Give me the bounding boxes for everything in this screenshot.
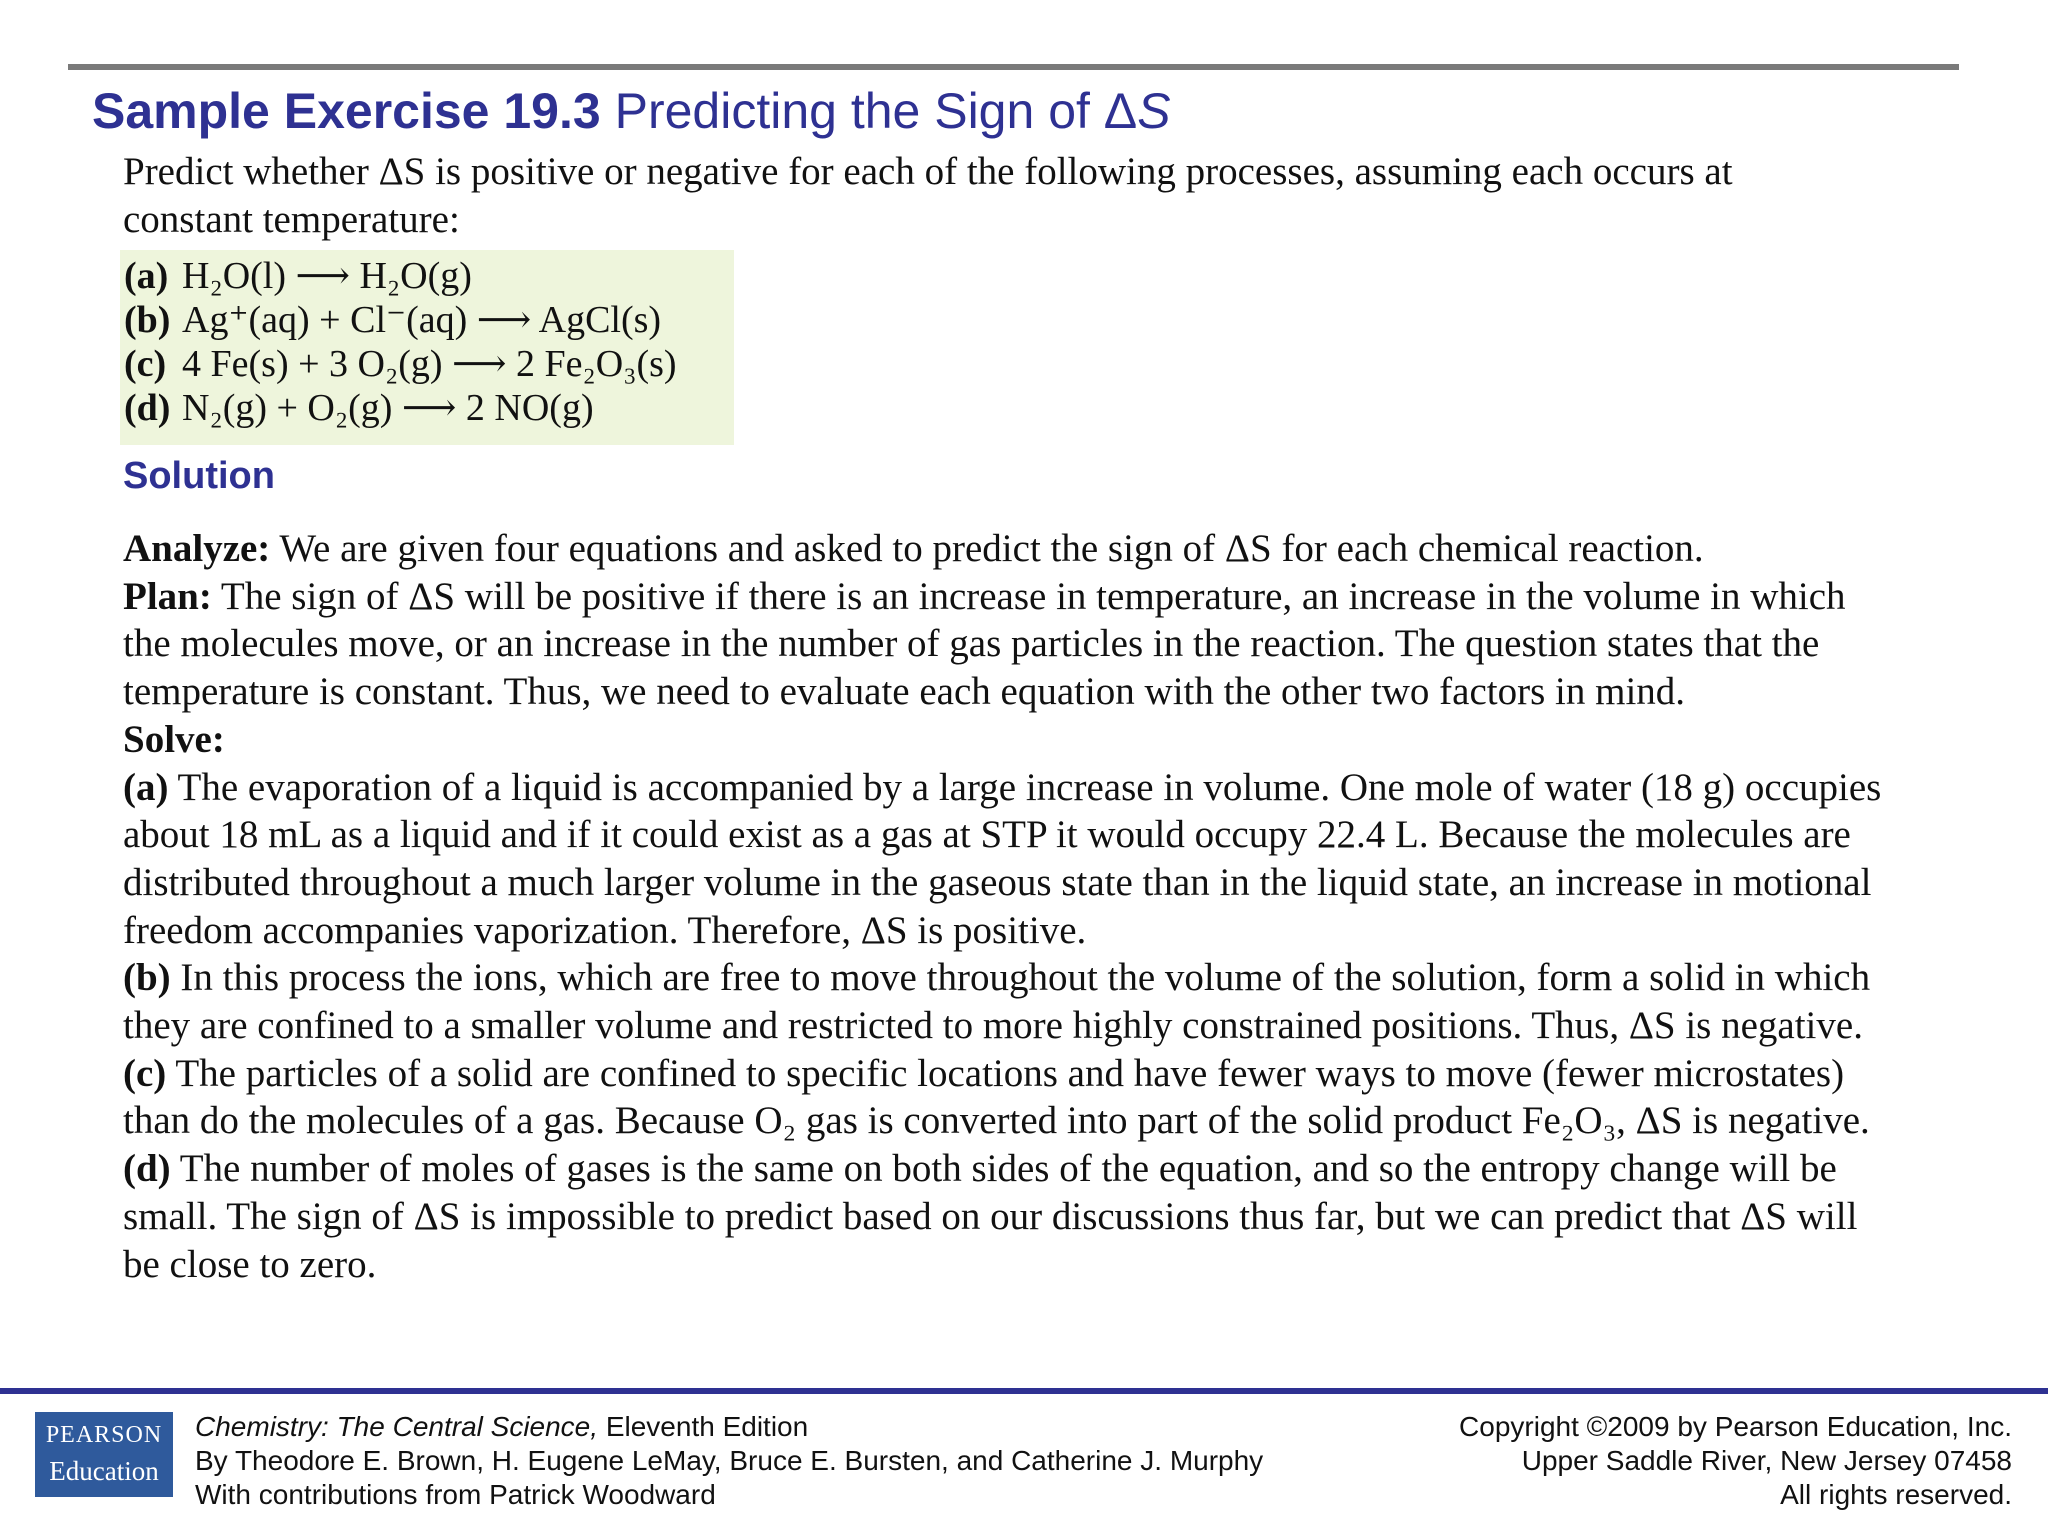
exercise-prompt: [123, 148, 1883, 244]
analyze-paragraph: [123, 525, 1883, 573]
solve-c-text: The particles of a solid are confined to specific locations and have fewer ways to move (fewer microstates) than do the molecules of a gas. Because O₂ gas is converted into part of the solid product Fe₂O₃, ΔS is negative.: [123, 1051, 1870, 1143]
solve-a-label: (a): [123, 765, 169, 809]
equation-a: [124, 254, 734, 298]
solve-c-paragraph: [123, 1050, 1883, 1145]
footer-rights: All rights reserved.: [1780, 1479, 2012, 1510]
title-symbol: S: [1137, 83, 1171, 139]
equation-c: [124, 342, 734, 386]
equation-b-text: Ag⁺(aq) + Cl⁻(aq) ⟶ AgCl(s): [182, 299, 662, 341]
equations-box: [120, 250, 734, 445]
solution-body: [123, 525, 1883, 1288]
analyze-text: We are given four equations and asked to predict the sign of ΔS for each chemical reaction.: [279, 527, 1704, 570]
solve-d-label: (d): [123, 1147, 171, 1191]
solve-label: Solve:: [123, 717, 225, 761]
solution-heading: Solution: [123, 455, 275, 497]
footer-book-title: Chemistry: The Central Science,: [195, 1411, 599, 1442]
logo-pearson-text: PEARSON: [45, 1422, 163, 1448]
equation-b: [124, 298, 734, 342]
logo-education-text: Education: [49, 1456, 159, 1486]
top-rule: [68, 64, 1959, 70]
solve-d-paragraph: [123, 1145, 1883, 1288]
plan-paragraph: [123, 573, 1883, 716]
solve-c-label: (c): [123, 1051, 167, 1095]
title-rest: Predicting the Sign of Δ: [600, 83, 1138, 139]
footer-contributions: With contributions from Patrick Woodward: [195, 1479, 716, 1510]
footer-citation: [195, 1410, 1263, 1512]
footer-edition: Eleventh Edition: [598, 1411, 809, 1442]
solve-b-label: (b): [123, 956, 171, 1000]
analyze-label: Analyze:: [123, 527, 271, 570]
equation-d: [124, 386, 734, 430]
equation-d-label: (d): [124, 387, 171, 429]
prompt-line-1: Predict whether ΔS is positive or negative for each of the following processes, assuming each occurs at: [123, 150, 1733, 193]
solve-b-text: In this process the ions, which are free to move throughout the volume of the solution, form a solid in which they are confined to a smaller volume and restricted to more highly constrained positions. Thus, ΔS is negative.: [123, 956, 1871, 1048]
footer-book-line: [195, 1410, 1263, 1444]
prompt-line-2: constant temperature:: [123, 198, 460, 241]
equation-d-text: N₂(g) + O₂(g) ⟶ 2 NO(g): [182, 387, 594, 429]
equation-c-text: 4 Fe(s) + 3 O₂(g) ⟶ 2 Fe₂O₃(s): [182, 343, 677, 385]
plan-text: The sign of ΔS will be positive if there is an increase in temperature, an increase in the volume in which the molecules move, or an increase in the number of gas particles in the reaction. The question states that the temperature is constant. Thus, we need to evaluate each equation with the other two factors in mind.: [123, 574, 1846, 714]
footer-copyright: [1459, 1410, 2012, 1512]
equation-c-label: (c): [124, 343, 167, 385]
solve-heading: [123, 716, 1883, 764]
solve-a-paragraph: [123, 764, 1883, 955]
solve-d-text: The number of moles of gases is the same on both sides of the equation, and so the entropy change will be small. The sign of ΔS is impossible to predict based on our discussions thus far, but we can predict that ΔS will be close to zero.: [123, 1147, 1858, 1286]
footer-location: Upper Saddle River, New Jersey 07458: [1521, 1445, 2012, 1476]
plan-label: Plan:: [123, 574, 212, 618]
solve-b-paragraph: [123, 954, 1883, 1049]
equation-a-text: H₂O(l) ⟶ H₂O(g): [182, 255, 472, 297]
title-bold: Sample Exercise 19.3: [92, 83, 601, 139]
equation-a-label: (a): [124, 255, 169, 297]
solve-a-text: The evaporation of a liquid is accompanied by a large increase in volume. One mole of water (18 g) occupies about 18 mL as a liquid and if it could exist as a gas at STP it would occupy 22.4 L. Because the molecules are distributed throughout a much larger volume in the gaseous state than in the liquid state, an increase in motional freedom accompanies vaporization. Therefore, ΔS is positive.: [123, 765, 1882, 952]
footer-authors: By Theodore E. Brown, H. Eugene LeMay, Bruce E. Bursten, and Catherine J. Murphy: [195, 1445, 1264, 1476]
page-title: [92, 82, 1171, 140]
footer-copyright-line: Copyright ©2009 by Pearson Education, Inc.: [1459, 1411, 2012, 1442]
equation-b-label: (b): [124, 299, 171, 341]
pearson-logo: [35, 1412, 173, 1497]
